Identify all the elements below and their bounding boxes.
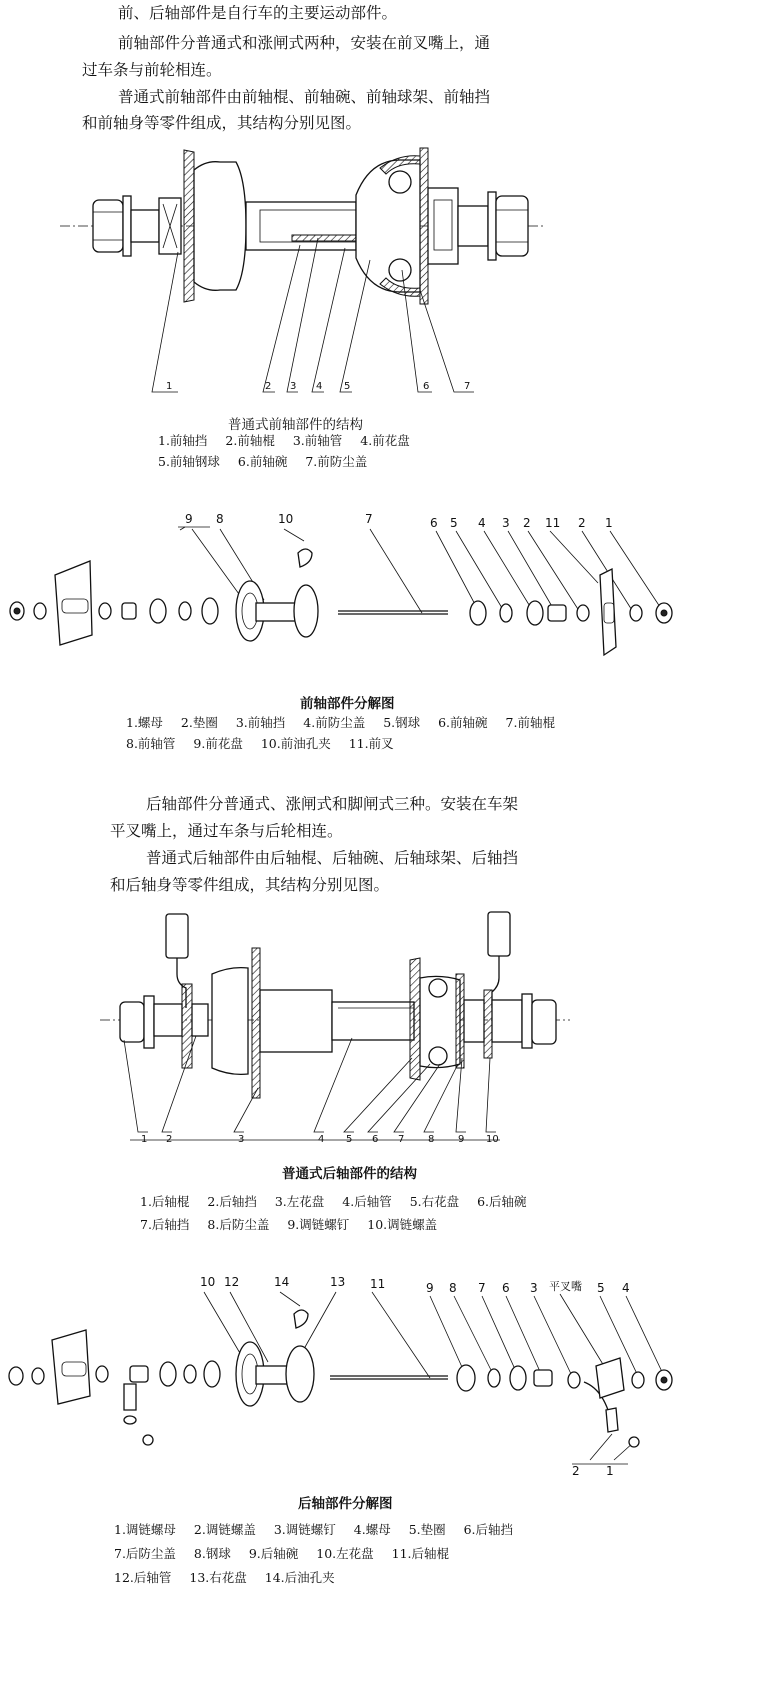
fig4-legend-item: 2.调链螺盖 [193, 1522, 256, 1537]
fig2-callout-3: 3 [502, 516, 510, 530]
rear-intro-line-1: 后轴部件分普通式、涨闸式和脚闸式三种。安装在车架 [146, 795, 519, 813]
fig4-legend [114, 1518, 534, 1590]
rear-ball-bearing-top [429, 979, 447, 997]
fig4-callout-12: 12 [224, 1275, 240, 1289]
fig4-caption: 后轴部件分解图 [298, 1496, 393, 1512]
fig4-callout-9: 9 [426, 1281, 434, 1295]
fig2-callout-8: 8 [216, 512, 224, 526]
fig1-legend-item: 6.前轴碗 [237, 454, 288, 469]
fig2-callout-6: 6 [430, 516, 438, 530]
fig3-legend-item: 1.后轴棍 [140, 1194, 190, 1209]
rear-hub-barrel [260, 990, 332, 1052]
rear-hub-flange-right [286, 1346, 314, 1402]
fig2-callout-5: 5 [450, 516, 458, 530]
fig3-callout-8: 8 [428, 1134, 435, 1145]
fig3-legend-item: 9.调链螺钉 [287, 1217, 350, 1232]
fig1-legend-item: 3.前轴管 [292, 433, 343, 448]
fig3-legend-item: 4.后轴管 [342, 1194, 392, 1209]
right-washer [488, 192, 496, 260]
fig4-callout-3: 3 [530, 1281, 538, 1295]
fig2-callout-7: 7 [365, 512, 373, 526]
fig4-legend-item: 4.螺母 [353, 1522, 391, 1537]
fig2-legend-item: 8.前轴管 [126, 736, 176, 751]
front-hub-exploded-diagram [0, 505, 763, 675]
fig4-callout-8: 8 [449, 1281, 457, 1295]
fig3-callout-5: 5 [346, 1134, 353, 1145]
fig2-legend-item: 5.钢球 [383, 715, 421, 730]
fig1-callout-3: 3 [290, 381, 297, 392]
fig2-legend-item: 9.前花盘 [193, 736, 243, 751]
fig4-callout-1: 1 [606, 1464, 614, 1478]
fig2-callout-2b: 2 [578, 516, 586, 530]
fig1-legend-item: 1.前轴挡 [158, 433, 208, 448]
fig3-legend-item: 6.后轴碗 [477, 1194, 527, 1209]
hub-barrel [246, 202, 356, 250]
fig4-callout-pingchazui: 平叉嘴 [549, 1280, 582, 1293]
fig4-callout-5: 5 [597, 1281, 605, 1295]
fig4-callout-14: 14 [274, 1275, 290, 1289]
fig3-caption: 普通式后轴部件的结构 [282, 1166, 417, 1182]
rear-hub-structure-diagram [0, 908, 763, 1148]
fig4-legend-item: 14.后油孔夹 [264, 1570, 335, 1585]
fig2-legend-item: 6.前轴碗 [438, 715, 488, 730]
front-hub-flange-right [294, 585, 318, 637]
rear-intro-line-2: 平叉嘴上，通过车条与后轮相连。 [110, 822, 343, 840]
fig2-legend-item: 1.螺母 [126, 715, 163, 730]
fig4-legend-item: 11.后轴棍 [391, 1546, 450, 1561]
fig3-callout-10: 10 [486, 1134, 499, 1145]
fig2-legend-item: 11.前叉 [348, 736, 394, 751]
fig1-callout-1: 1 [166, 381, 173, 392]
fig4-legend-item: 1.调链螺母 [114, 1522, 176, 1537]
fig2-callout-10: 10 [278, 512, 294, 526]
fig1-legend-item: 4.前花盘 [360, 433, 410, 448]
intro-line-2: 前轴部件分普通式和涨闸式两种，安装在前叉嘴上，通 [118, 34, 491, 52]
fig1-callout-7: 7 [464, 381, 471, 392]
intro-line-4: 普通式前轴部件由前轴棍、前轴碗、前轴球架、前轴挡 [118, 88, 491, 106]
rear-intro-line-3: 普通式后轴部件由后轴棍、后轴碗、后轴球架、后轴挡 [146, 849, 519, 867]
fig3-callout-7: 7 [398, 1134, 405, 1145]
fig1-callout-2: 2 [265, 381, 272, 392]
fig3-legend-item: 10.调链螺盖 [367, 1217, 438, 1232]
fig1-legend-item: 2.前轴棍 [225, 433, 275, 448]
left-washer [123, 196, 131, 256]
fig1-callout-5: 5 [344, 381, 351, 392]
fig4-legend-item: 12.后轴管 [114, 1570, 172, 1585]
fig2-callout-4: 4 [478, 516, 486, 530]
rear-intro-line-4: 和后轴身等零件组成，其结构分别见图。 [110, 876, 390, 894]
intro-line-3: 过车条与前轮相连。 [82, 61, 222, 79]
fig3-legend-item: 3.左花盘 [274, 1194, 325, 1209]
fig4-callout-11: 11 [370, 1277, 386, 1291]
fig4-callout-13: 13 [330, 1275, 346, 1289]
fig3-legend-item: 7.后轴挡 [140, 1217, 190, 1232]
fig4-legend-item: 9.后轴碗 [248, 1546, 299, 1561]
fig2-legend-item: 4.前防尘盖 [303, 715, 366, 730]
fig3-callout-9: 9 [458, 1134, 465, 1145]
fig3-callout-6: 6 [372, 1134, 379, 1145]
ball-bearing-top [389, 171, 411, 193]
fig3-legend-item: 2.后轴挡 [207, 1194, 257, 1209]
fig3-callout-1: 1 [141, 1134, 148, 1145]
fig1-legend [158, 430, 488, 472]
fig1-legend-item: 7.前防尘盖 [305, 454, 368, 469]
fig2-callout-11: 11 [545, 516, 561, 530]
fig3-callout-4: 4 [318, 1134, 325, 1145]
left-nut [93, 200, 123, 252]
fig2-legend-item: 10.前油孔夹 [260, 736, 331, 751]
fig2-legend-item: 7.前轴棍 [505, 715, 555, 730]
fig4-callout-2: 2 [572, 1464, 580, 1478]
fig2-legend [126, 712, 586, 754]
fig3-legend-item: 5.右花盘 [409, 1194, 460, 1209]
right-nut [496, 196, 528, 256]
fig4-legend-item: 6.后轴挡 [463, 1522, 514, 1537]
fig3-legend [140, 1190, 560, 1236]
fig4-legend-item: 8.钢球 [193, 1546, 231, 1561]
fig4-callout-7: 7 [478, 1281, 486, 1295]
intro-line-5: 和前轴身等零件组成，其结构分别见图。 [82, 114, 362, 132]
fig4-legend-item: 13.右花盘 [189, 1570, 247, 1585]
ball-bearing-bottom [389, 259, 411, 281]
fig2-callout-2: 2 [523, 516, 531, 530]
left-flange [184, 150, 194, 302]
fig1-caption: 普通式前轴部件的结构 [228, 417, 363, 433]
fig2-legend-item: 2.垫圈 [180, 715, 218, 730]
fig3-callout-2: 2 [166, 1134, 173, 1145]
fig2-callout-1: 1 [605, 516, 613, 530]
fig4-legend-item: 3.调链螺钉 [273, 1522, 336, 1537]
fig4-callout-6: 6 [502, 1281, 510, 1295]
fig2-legend-item: 3.前轴挡 [235, 715, 286, 730]
fig4-legend-item: 5.垫圈 [408, 1522, 446, 1537]
rear-ball-bearing-bottom [429, 1047, 447, 1065]
fig3-legend-item: 8.后防尘盖 [207, 1217, 270, 1232]
fig4-callout-10: 10 [200, 1275, 216, 1289]
fig1-callout-4: 4 [316, 381, 323, 392]
front-hub-structure-diagram [0, 140, 763, 410]
fig2-caption: 前轴部件分解图 [300, 696, 395, 712]
fig4-legend-item: 7.后防尘盖 [114, 1546, 176, 1561]
fig4-legend-item: 10.左花盘 [316, 1546, 374, 1561]
rear-hub-exploded-diagram [0, 1270, 763, 1480]
fig3-callout-3: 3 [238, 1134, 245, 1145]
fig4-callout-4: 4 [622, 1281, 630, 1295]
fig2-callout-9: 9 [185, 512, 193, 526]
fig1-legend-item: 5.前轴钢球 [158, 454, 220, 469]
intro-line-1: 前、后轴部件是自行车的主要运动部件。 [118, 4, 398, 22]
fig1-callout-6: 6 [423, 381, 430, 392]
